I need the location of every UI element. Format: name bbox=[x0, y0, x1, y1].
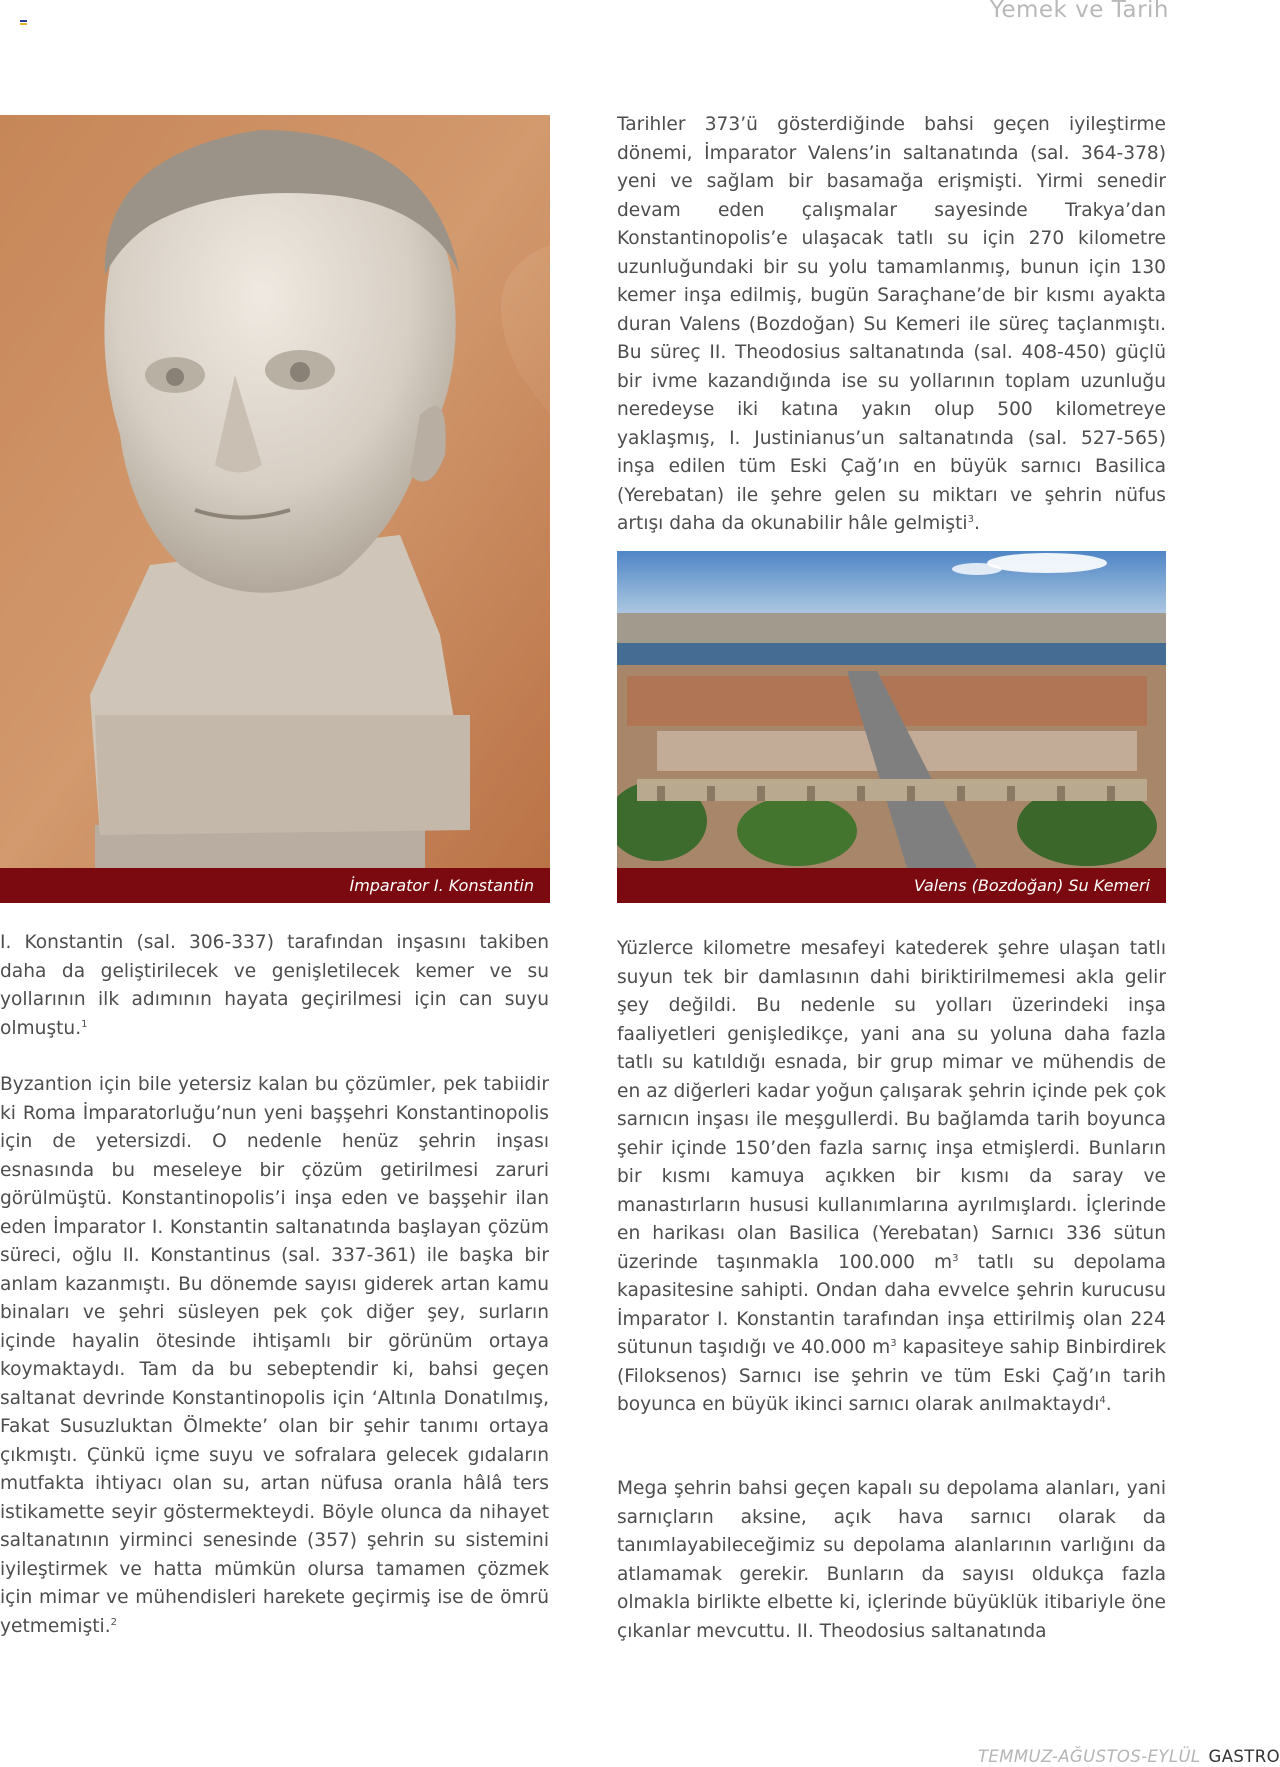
paragraph-text: I. Konstantin (sal. 306-337) tarafından inşasını takiben daha da geliştirilecek ve genişletilecek kemer ve su yollarının ilk adımının hayata geçirilmesi için can suyu olmuştu. bbox=[0, 932, 549, 1039]
footnote-ref: 2 bbox=[110, 1616, 117, 1628]
unit-superscript: 3 bbox=[952, 1252, 959, 1264]
paragraph-text: Byzantion için bile yetersiz kalan bu çözümler, pek tabiidir ki Roma İmparatorluğu’nun yeni başşehri Konstantinopolis için de yetersizdi. O nedenle henüz şehrin inşası esnasında bu meseleye bir çözüm getirilmesi zaruri görülmüştü. Konstantinopolis’i inşa eden ve başşehir ilan eden İmparator I. Konstantin saltanatında başlayan çözüm süreci, oğlu II. Konstantinus (sal. 337-361) ile başka bir anlam kazanmıştı. Bu dönemde sayısı giderek artan kamu binaları ve şehri süsleyen pek çok diğer şey, surların içinde hayalin ötesinde ihtişamlı bir görünüm ortaya koymaktaydı. Tam da bu sebeptendir ki, bahsi geçen saltanat devrinde Konstantinopolis için ‘Altınla Donatılmış, Fakat Susuzluktan Ölmekte’ olan bir şehir tanımı ortaya çıkmıştı. Çünkü içme suyu ve sofralara gelecek gıdaların mutfakta ihtiyacı olan su, artan nüfusa oranla hâlâ ters istikamette seyir göstermekteydi. Böyle olunca da nihayet saltanatının yirminci senesinde (357) şehrin su sistemini iyileştirmek ve hatta mümkün olursa tamamen çözmek için mimar ve mühendisleri harekete geçirmiş ise de ömrü yetmemişti. bbox=[0, 1074, 549, 1637]
footer bbox=[978, 1747, 1280, 1766]
footnote-ref: 3 bbox=[967, 513, 974, 525]
paragraph-text: kapasiteye sahip Binbirdirek (Filoksenos) Sarnıcı ise şehrin ve tüm Eski Çağ’ın tarih boyunca en büyük ikinci sarnıcı olarak anılmaktaydı bbox=[617, 1337, 1166, 1415]
paragraph-text: Mega şehrin bahsi geçen kapalı su depolama alanları, yani sarnıçların aksine, açık hava sarnıcı olarak da tanımlayabileceğimiz su depolama alanlarının varlığını da atlamamak gerekir. Bunların da sayısı oldukça fazla olmakla birlikte elbette ki, içlerinde büyüklük itibariyle öne çıkanlar mevcuttu. II. Theodosius saltanatında bbox=[617, 1478, 1166, 1642]
paragraph-text: tatlı su depolama kapasitesine sahipti. Ondan daha evvelce şehrin kurucusu İmparator I. Konstantin tarafından inşa ettirilmiş olan 224 sütunun taşıdığı ve 40.000 m bbox=[617, 1251, 1166, 1358]
paragraph-text: Tarihler 373’ü gösterdiğinde bahsi geçen iyileştirme dönemi, İmparator Valens’in saltanatında (sal. 364-378) yeni ve sağlam bir basamağa erişmişti. Yirmi senedir devam eden çalışmalar sayesinde Trakya’dan Konstantinopolis’e ulaşacak tatlı su için 270 kilometre uzunluğundaki bir su yolu tamamlanmış, bunun için 130 kemer inşa edilmiş, bugün Saraçhane’de bir kısmı ayakta duran Valens (Bozdoğan) Su Kemeri ile süreç taçlanmıştı. Bu süreç II. Theodosius saltanatında (sal. 408-450) güçlü bir ivme kazandığında ise su yollarının toplam uzunluğu neredeyse iki katına yakın olup 500 kilometreye yaklaşmış, I. Justinianus’un saltanatında (sal. 527-565) inşa edilen tüm Eski Çağ’ın en büyük sarnıcı Basilica (Yerebatan) ile şehre gelen su miktarı ve şehrin nüfus artışı daha da okunabilir hâle gelmişti bbox=[617, 114, 1166, 534]
aqueduct-photo bbox=[617, 551, 1166, 868]
section-label: Yemek ve Tarih bbox=[989, 0, 1169, 23]
flag-icon bbox=[20, 20, 27, 27]
paragraph-valens: Tarihler 373’ü gösterdiğinde bahsi geçen iyileştirme dönemi, İmparator Valens’in saltanatında (sal. 364-378) yeni ve sağlam bir basamağa erişmişti. Yirmi senedir devam eden çalışmalar sayesinde Trakya’dan Konstantinopolis’e ulaşacak tatlı su için 270 kilometre uzunluğundaki bir su yolu tamamlanmış, bunun için 130 kemer inşa edilmiş, bugün Saraçhane’de bir kısmı ayakta duran Valens (Bozdoğan) Su Kemeri ile süreç taçlanmıştı. Bu süreç II. Theodosius saltanatında (sal. 408-450) güçlü bir ivme kazandığında ise su yollarının toplam uzunluğu neredeyse iki katına yakın olup 500 kilometreye yaklaşmış, I. Justinianus’un saltanatında (sal. 527-565) inşa edilen tüm Eski Çağ’ın en büyük sarnıcı Basilica (Yerebatan) ile şehre gelen su miktarı ve şehrin nüfus artışı daha da okunabilir hâle gelmişti$^3$. bbox=[617, 114, 1166, 534]
aqueduct-caption: Valens (Bozdoğan) Su Kemeri bbox=[617, 868, 1166, 903]
paragraph-byzantion bbox=[0, 1071, 549, 1641]
footnote-ref: 4 bbox=[1099, 1394, 1106, 1406]
statue-photo bbox=[0, 115, 550, 868]
valens-aqueduct-image bbox=[617, 551, 1166, 868]
paragraph-konstantin bbox=[0, 929, 549, 1043]
unit-superscript: 3 bbox=[890, 1337, 897, 1349]
footnote-ref: 1 bbox=[81, 1018, 88, 1030]
paragraph-cisterns: Yüzlerce kilometre mesafeyi katederek şehre ulaşan tatlı suyun tek bir damlasının dahi biriktirilmemesi akla gelir şey değildi. Bu nedenle su yolları üzerindeki inşa faaliyetleri genişledikçe, yani ana su yoluna daha fazla tatlı su katıldığı esnada, bir grup mimar ve mühendis de en az diğerleri kadar yoğun çalışarak şehrin içinde pek çok sarnıcın inşası ile meşgullerdi. Bu bağlamda tarih boyunca şehir içinde 150’den fazla sarnıç inşa etmişlerdi. Bunların bir kısmı kamuya açıkken bir kısmı da saray ve manastırların hususi kullanımlarına ayrılmışlardı. İçlerinde en harikası olan Basilica (Yerebatan) Sarnıcı 336 sütun üzerinde taşınmakla 100.000 $m^3$ tatlı su depolama kapasitesine sahipti. Ondan daha evvelce şehrin kurucusu İmparator I. Konstantin tarafından inşa ettirilmiş olan 224 sütunun taşıdığı ve 40.000 $m^3$ kapasiteye sahip Binbirdirek (Filoksenos) Sarnıcı ise şehrin ve tüm Eski Çağ’ın tarih boyunca en büyük ikinci sarnıcı olarak anılmaktaydı$^4$. bbox=[617, 938, 1166, 1415]
constantine-statue-image bbox=[0, 115, 550, 868]
paragraph-text: Yüzlerce kilometre mesafeyi katederek şehre ulaşan tatlı suyun tek bir damlasının dahi biriktirilmemesi akla gelir şey değildi. Bu nedenle su yolları üzerindeki inşa faaliyetleri genişledikçe, yani ana su yoluna daha fazla tatlı su katıldığı esnada, bir grup mimar ve mühendis de en az diğerleri kadar yoğun çalışarak şehrin içinde pek çok sarnıcın inşası ile meşgullerdi. Bu bağlamda tarih boyunca şehir içinde 150’den fazla sarnıç inşa etmişlerdi. Bunların bir kısmı kamuya açıkken bir kısmı da saray ve manastırların hususi kullanımlarına ayrılmışlardı. İçlerinde en harikası olan Basilica (Yerebatan) Sarnıcı 336 sütun üzerinde taşınmakla 100.000 m bbox=[617, 938, 1166, 1273]
issue-date: TEMMUZ-AĞUSTOS-EYLÜL bbox=[977, 1747, 1201, 1766]
paragraph-open-cisterns bbox=[617, 1475, 1166, 1646]
magazine-name: GASTRO bbox=[1208, 1747, 1280, 1766]
statue-caption: İmparator I. Konstantin bbox=[0, 868, 550, 903]
